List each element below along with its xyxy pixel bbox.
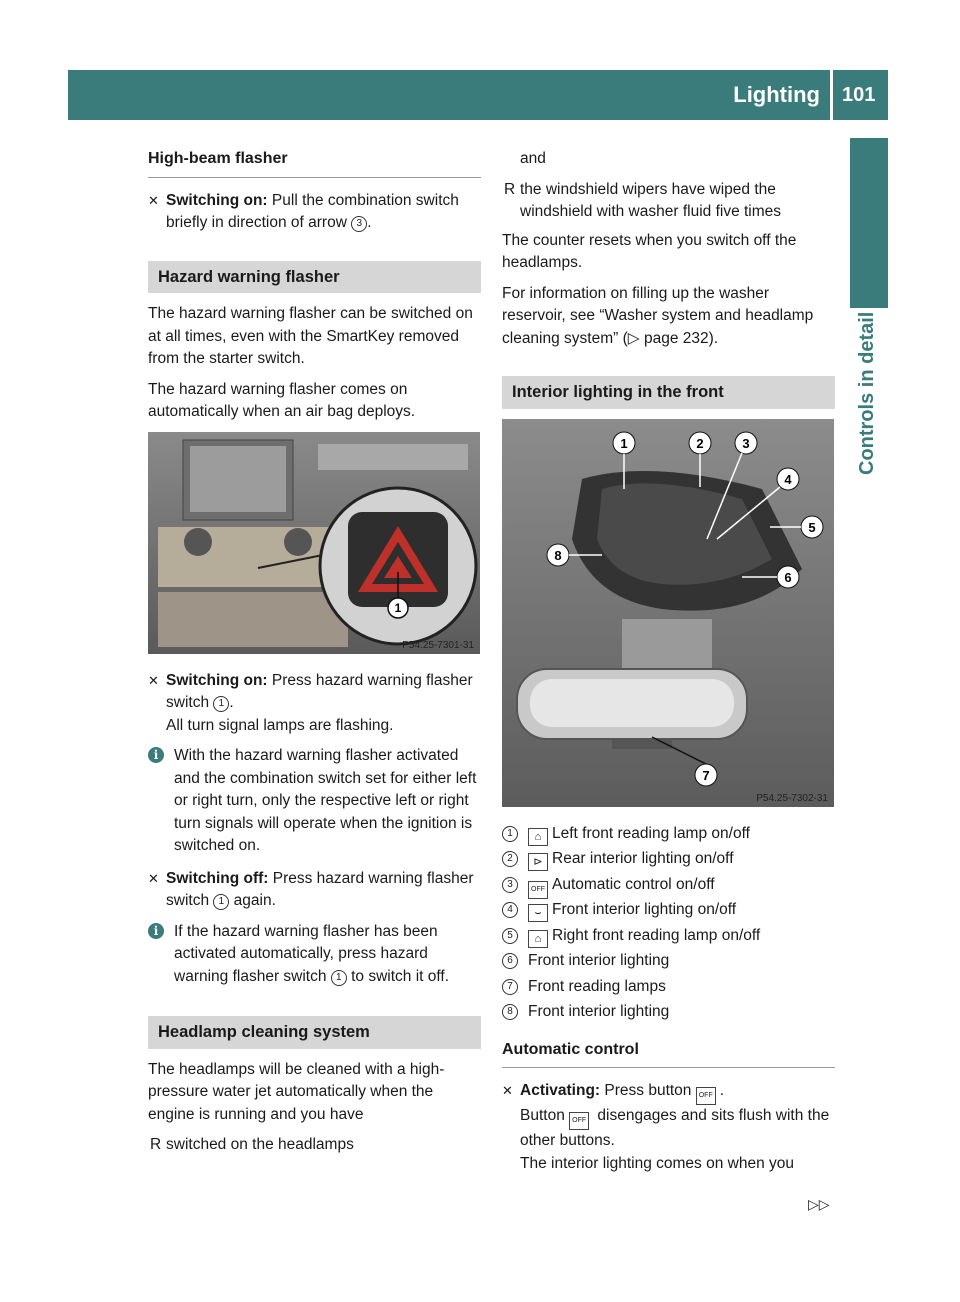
figure-callout: 7 xyxy=(702,767,710,783)
figure-hazard-switch xyxy=(148,432,480,654)
figure-callout: 5 xyxy=(808,519,816,535)
callout-number: 1 xyxy=(213,696,229,712)
figure-code: P54.25-7302-31 xyxy=(756,792,828,804)
auto-control-icon: OFF xyxy=(569,1112,589,1130)
info-note: i With the hazard warning flasher activated and the combination switch set for either left or right turn, only the respective left or right turn signals will operate when the ignition is switched on. xyxy=(148,745,481,858)
paragraph: and xyxy=(520,150,546,167)
auto-control-icon: OFF xyxy=(528,881,548,899)
step-hazard-switch-on: ✕ Switching on: Press hazard warning flasher switch 1 . All turn signal lamps are flashing. xyxy=(148,671,473,734)
side-tab-marker xyxy=(850,138,888,308)
step-arrow-icon: ✕ xyxy=(148,192,159,208)
figure-callout: 1 xyxy=(394,600,402,615)
figure-callout: 1 xyxy=(620,435,628,451)
paragraph: The counter resets when you switch off the headlamps. xyxy=(502,231,797,271)
reading-lamp-icon: ⌂ xyxy=(528,828,548,846)
info-icon: i xyxy=(148,747,164,763)
right-column xyxy=(502,148,835,1183)
heading-interior-lighting: Interior lighting in the front xyxy=(502,376,835,409)
legend-item: 4 ⌣ Front interior lighting on/off xyxy=(502,899,835,925)
legend-item: 8 Front interior lighting xyxy=(502,1001,835,1027)
legend-item: 2 ⊳ Rear interior lighting on/off xyxy=(502,848,835,874)
page-number: 101 xyxy=(842,84,876,106)
paragraph: For information on filling up the washer reservoir, see “Washer system and headlamp cleaning system” (▷ page 232). xyxy=(502,284,814,347)
left-column xyxy=(148,148,481,1163)
front-lighting-icon: ⌣ xyxy=(528,904,548,922)
auto-control-icon: OFF xyxy=(696,1087,716,1105)
paragraph: The hazard warning flasher comes on automatically when an air bag deploys. xyxy=(148,380,416,420)
legend-item: 3 OFF Automatic control on/off xyxy=(502,874,835,900)
step-hazard-switch-off: ✕ Switching off: Press hazard warning flasher switch 1 again. xyxy=(148,869,474,909)
step-highbeam-switch-on: ✕ Switching on: Pull the combination switch briefly in direction of arrow 3 . xyxy=(148,191,459,231)
header-divider xyxy=(830,70,833,120)
figure-overhead-console xyxy=(502,419,834,807)
paragraph: The headlamps will be cleaned with a high-pressure water jet automatically when the engine is running and you have xyxy=(148,1060,445,1123)
info-icon: i xyxy=(148,923,164,939)
heading-hazard-warning-flasher: Hazard warning flasher xyxy=(148,261,481,294)
figure-callout: 3 xyxy=(742,435,750,451)
figure-legend xyxy=(502,823,835,1027)
reading-lamp-icon: ⌂ xyxy=(528,930,548,948)
side-tab-label: Controls in detail xyxy=(856,312,878,476)
heading-headlamp-cleaning: Headlamp cleaning system xyxy=(148,1016,481,1049)
legend-item: 5 ⌂ Right front reading lamp on/off xyxy=(502,925,835,951)
callout-number: 1 xyxy=(331,970,347,986)
section-title: Lighting xyxy=(733,82,820,107)
legend-item: 1 ⌂ Left front reading lamp on/off xyxy=(502,823,835,849)
figure-callout: 4 xyxy=(784,471,792,487)
figure-callout: 2 xyxy=(696,435,704,451)
figure-callout: 8 xyxy=(554,547,562,563)
legend-item: 7 Front reading lamps xyxy=(502,976,835,1002)
heading-high-beam-flasher: High-beam flasher xyxy=(148,148,481,178)
legend-item: 6 Front interior lighting xyxy=(502,950,835,976)
list-item: R the windshield wipers have wiped the windshield with washer fluid five times xyxy=(504,180,782,220)
list-item: R switched on the headlamps xyxy=(150,1136,354,1153)
step-arrow-icon: ✕ xyxy=(148,672,159,688)
step-automatic-activating: ✕ Activating: Press button OFF . Button OFF disengages and sits flush with the other buttons. The interior lighting comes on when you xyxy=(502,1082,830,1172)
step-arrow-icon: ✕ xyxy=(502,1083,513,1098)
heading-automatic-control: Automatic control xyxy=(502,1039,835,1069)
paragraph: The hazard warning flasher can be switched on at all times, even with the SmartKey removed from the starter switch. xyxy=(148,305,473,367)
info-note: i If the hazard warning flasher has been activated automatically, press hazard warning flasher switch 1 to switch it off. xyxy=(148,921,481,989)
step-arrow-icon: ✕ xyxy=(148,870,159,886)
figure-callout: 6 xyxy=(784,569,792,585)
rear-lighting-icon: ⊳ xyxy=(528,853,548,871)
continued-marker: ▷▷ xyxy=(808,1196,830,1212)
callout-number: 1 xyxy=(213,894,229,910)
figure-code: P54.25-7301-31 xyxy=(402,639,474,651)
callout-number: 3 xyxy=(351,216,367,232)
